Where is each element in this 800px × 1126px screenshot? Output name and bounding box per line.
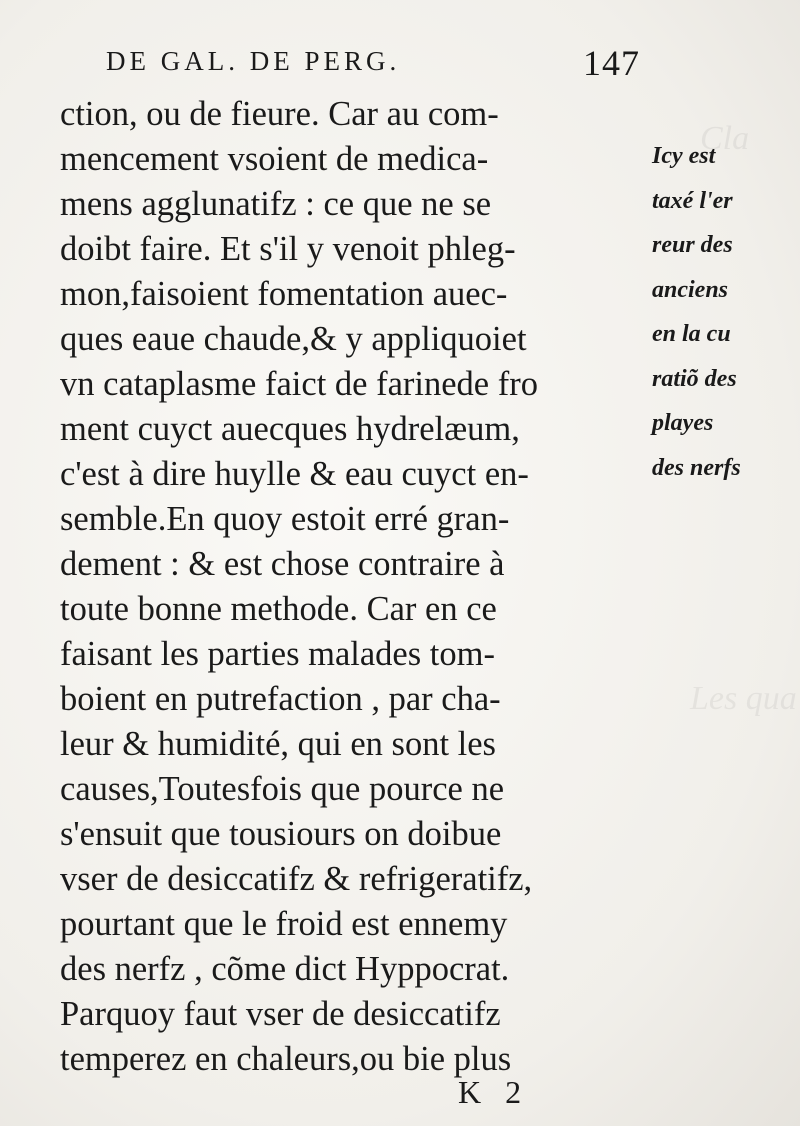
text-line: pourtant que le froid est ennemy	[60, 905, 508, 943]
marginal-note-line: playes	[652, 410, 714, 436]
marginal-note-line: anciens	[652, 276, 729, 303]
text-line: mencement vsoient de medica-	[60, 140, 489, 178]
text-line: faisant les parties malades tom-	[60, 635, 495, 673]
signature-mark: K 2	[458, 1074, 530, 1110]
page-number: 147	[583, 43, 640, 83]
running-head: DE GAL. DE PERG.	[106, 46, 401, 76]
text-line: vn cataplasme faict de farinede fro	[60, 365, 538, 403]
text-line: s'ensuit que tousiours on doibue	[60, 815, 502, 853]
marginal-note	[652, 134, 792, 490]
text-line: mon,faisoient fomentation auec-	[60, 275, 508, 313]
body-text-block	[60, 92, 650, 1082]
text-line: boient en putrefaction , par cha-	[60, 680, 501, 718]
text-line: ques eaue chaude,& y appliquoiet	[60, 320, 527, 358]
text-line: c'est à dire huylle & eau cuyct en-	[60, 455, 529, 493]
bleed-through-mark: Les qua	[690, 680, 797, 717]
text-line: vser de desiccatifz & refrigeratifz,	[60, 860, 533, 898]
marginal-note-line: des nerfs	[652, 454, 741, 481]
marginal-note-line: reur des	[652, 232, 733, 258]
text-line: doibt faire. Et s'il y venoit phleg-	[60, 230, 516, 268]
bleed-through-mark: Cla	[700, 120, 750, 157]
text-line: leur & humidité, qui en sont les	[60, 725, 496, 763]
text-line: des nerfz , cõme dict Hyppocrat.	[60, 950, 510, 988]
text-line: temperez en chaleurs,ou bie plus	[60, 1040, 512, 1078]
text-line: dement : & est chose contraire à	[60, 545, 505, 583]
text-line: ment cuyct auecques hydrelæum,	[60, 410, 520, 448]
text-line: ction, ou de fieure. Car au com-	[60, 95, 499, 133]
marginal-note-line: taxé l'er	[652, 187, 733, 214]
text-line: causes,Toutesfois que pource ne	[60, 770, 505, 808]
text-line: semble.En quoy estoit erré gran-	[60, 500, 510, 538]
text-line: toute bonne methode. Car en ce	[60, 590, 497, 628]
text-line: mens agglunatifz : ce que ne se	[60, 185, 492, 223]
marginal-note-line: Icy est	[652, 143, 716, 169]
text-line: Parquoy faut vser de desiccatifz	[60, 995, 501, 1033]
marginal-note-line: en la cu	[652, 321, 731, 347]
marginal-note-line: ratiõ des	[652, 365, 737, 392]
